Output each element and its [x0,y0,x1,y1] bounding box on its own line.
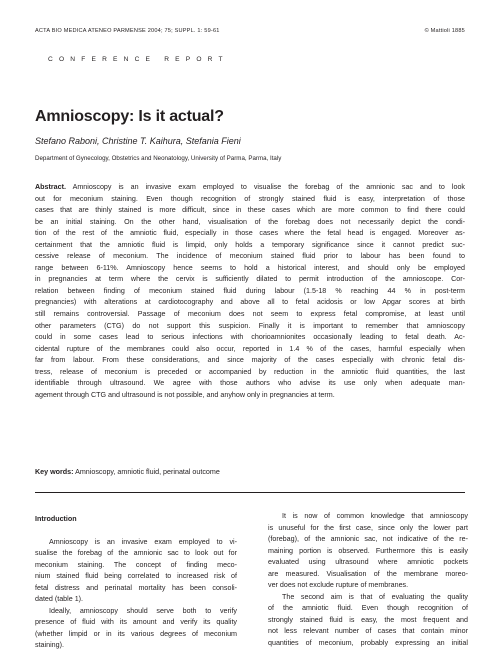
abstract-line: in pregnancies at term where the cervix is sufficiently dilated to permit introduction of the amnioscope. Cor- [35,275,465,284]
abstract-line: Abstract. Amnioscopy is an invasive exam employed to visualise the forebag of the amnionic sac and to look [35,183,465,191]
author-list: Stefano Raboni, Christine T. Kaihura, Stefania Fieni [35,136,241,146]
body-line: Ideally, amnioscopy should serve both to verify [49,606,237,615]
journal-citation: ACTA BIO MEDICA ATENEO PARMENSE 2004; 75; SUPPL. 1: 59-61 [35,28,220,34]
body-line: is unuseful for the first case, since only the lower part [268,523,468,532]
section-heading: Introduction [35,515,77,523]
abstract-line: still remains controversial. Passage of meconium does not seem to express fetal compromise, at least until [35,310,465,319]
body-line: (forebag), of the amnionic sac, not indicative of the re- [268,535,468,544]
body-line: fetal distress and perinatal mortality has been consoli- [35,583,237,592]
body-line: ver does not exclude rupture of membranes. [268,581,409,590]
body-line: Amnioscopy is an invasive exam employed to vi- [49,537,237,546]
abstract-line: agement through CTG and ultrasound is not possible, and anyhow only in pregnancies at term. [35,390,335,399]
body-line: of the amniotic fluid. Even though recognition of [268,604,468,613]
abstract-line: tion of the rest of the amniotic fluid, especially in those cases where the fetal head is engaged. Moreover as- [35,229,465,238]
abstract-line: cases that are thinly stained is more difficult, since in these cases which are more common to find there could [35,206,465,215]
keywords-label: Key words: [35,468,74,476]
publisher-copyright: © Mattioli 1885 [424,28,465,34]
running-head [35,28,465,40]
paper-title: Amnioscopy: Is it actual? [35,108,224,125]
affiliation: Department of Gynecology, Obstetrics and Neonatology, University of Parma, Parma, Italy [35,155,282,162]
body-line: (whether limpid or in its various degrees of meconium [35,629,237,638]
body-line: sualise the forebag of the amnionic sac to look out for [35,549,237,558]
abstract-label: Abstract. [35,183,66,191]
abstract-line: range between 6-11%. Amnioscopy hence seems to hold a historical interest, and should only be employed [35,263,465,272]
abstract-line: identifiable through ultrasound. We agree with those authors who advise its use only when adequate man- [35,379,465,388]
body-line: are measured. Visualisation of the membrane moreo- [268,569,468,578]
abstract-line: other parameters (CTG) do not support this suspicion. Finally it is important to remember that amnioscopy [35,321,465,330]
body-line: It is now of common knowledge that amnioscopy [282,512,468,520]
body-line: nium stained fluid being correlated to increased risk of [35,572,237,581]
body-line: not less relevant number of cases that contain minor [268,627,468,636]
body-line: dated (table 1). [35,595,84,604]
body-line: evaluated using ultrasound where amniotic pockets [268,558,468,567]
keywords-text: Amnioscopy, amniotic fluid, perinatal outcome [73,468,220,476]
abstract-line: relation between finding of meconium stained fluid during labour (1.5-18 % reaching 44 % in post-term [35,286,465,295]
abstract-line: out for meconium staining. Even though recognition of strongly stained fluid is easy, interpretation of those [35,194,465,203]
section-label: CONFERENCE REPORT [48,56,229,63]
abstract-line: could in some cases lead to serious infections with chorioamnionites occasionally leading to fetal death. Ac- [35,333,465,342]
abstract-line: cessive release of meconium. The incidence of meconium stained fluid prior to labour has been found to [35,252,465,261]
keywords [35,468,465,476]
abstract-line: tress, release of meconium is preceded or accompanied by reduction in the amniotic fluid quantities, the last [35,367,465,376]
body-line: staining). [35,641,64,650]
body-line: The second aim is that of evaluating the quality [282,592,468,601]
left-column [35,514,237,652]
abstract-line: be an initial staining. On the other hand, visualisation of the forebag does not necessarily depict the condi- [35,217,465,226]
section-divider [35,492,465,493]
abstract-line: far from labour. From these considerations, and since majority of the cases especially with chronic fetal dis- [35,356,465,365]
right-column [268,511,468,650]
abstract [35,182,465,401]
abstract-line: pregnancies) with alterations at cardiotocography and above all to fetal acidosis or low Apgar scores at birth [35,298,465,307]
abstract-line: cidental rupture of the membranes could also occur, reported in 1.4 % of the cases, harmful especially when [35,344,465,353]
body-line: quantities of meconium, probably expressing an initial [268,639,468,648]
abstract-line: certainment that the amniotic fluid is limpid, only holds a temporary significance since it cannot predict suc- [35,240,465,249]
body-line: maining portion is observed. Furthermore this is easily [268,546,468,555]
body-line: presence of fluid with its amount and verify its quality [35,618,237,627]
body-line: meconium staining. The concept of finding meco- [35,560,237,569]
body-line: strongly stained fluid is easy, the most frequent and [268,615,468,624]
